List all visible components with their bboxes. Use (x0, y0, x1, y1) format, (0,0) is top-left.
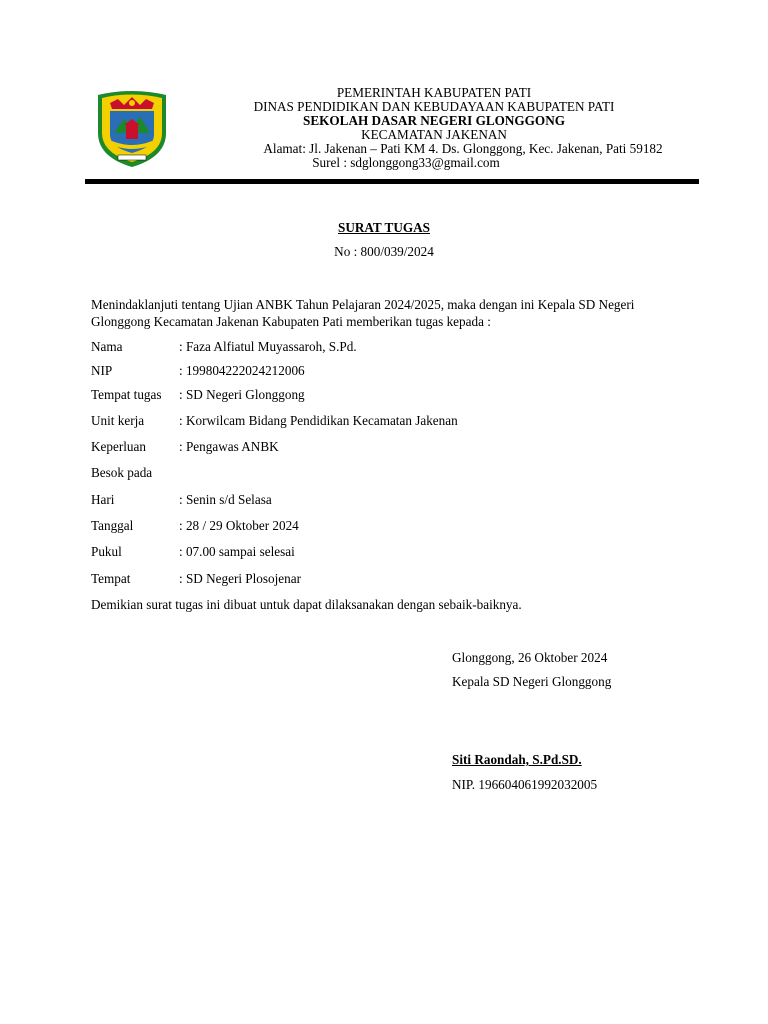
field-value: : Senin s/d Selasa (179, 492, 272, 507)
signature-place-date: Glonggong, 26 Oktober 2024 (452, 650, 608, 665)
field-label: Tempat tugas (91, 387, 162, 402)
field-label: Tempat (91, 571, 131, 586)
letterhead-divider (85, 179, 699, 184)
field-value: : Faza Alfiatul Muyassaroh, S.Pd. (179, 339, 357, 354)
field-label: Pukul (91, 544, 122, 559)
letterhead-email: Surel : sdglonggong33@gmail.com (312, 155, 500, 170)
signature-name: Siti Raondah, S.Pd.SD. (452, 752, 582, 767)
letter-number: No : 800/039/2024 (334, 244, 434, 259)
signature-nip: NIP. 196604061992032005 (452, 777, 598, 792)
field-label: Hari (91, 492, 115, 507)
field-value: : Pengawas ANBK (179, 439, 279, 454)
field-hari (91, 492, 272, 508)
letterhead (170, 86, 698, 170)
field-pukul (91, 544, 295, 560)
letterhead-department: DINAS PENDIDIKAN DAN KEBUDAYAAN KABUPATEN PATI (253, 99, 615, 114)
letter-title: SURAT TUGAS (338, 220, 430, 235)
field-value: : 199804222024212006 (179, 363, 305, 378)
besok-pada-label: Besok pada (91, 465, 153, 480)
field-nama (91, 339, 357, 355)
letter-intro: Menindaklanjuti tentang Ujian ANBK Tahun Pelajaran 2024/2025, maka dengan ini Kepala SD Negeri Glonggong Kecamatan Jakenan Kabupaten Pati memberikan tugas kepada : (91, 297, 635, 329)
letterhead-district: KECAMATAN JAKENAN (361, 127, 507, 142)
field-value: : SD Negeri Plosojenar (179, 571, 301, 586)
field-tempat-tugas (91, 387, 305, 403)
letterhead-school-name: SEKOLAH DASAR NEGERI GLONGGONG (303, 113, 565, 128)
signature-position: Kepala SD Negeri Glonggong (452, 674, 612, 689)
field-value: : 28 / 29 Oktober 2024 (179, 518, 299, 533)
field-label: Keperluan (91, 439, 146, 454)
field-tanggal (91, 518, 299, 534)
field-value: : Korwilcam Bidang Pendidikan Kecamatan Jakenan (179, 413, 458, 428)
field-label: NIP (91, 363, 113, 378)
field-label: Nama (91, 339, 123, 354)
letterhead-government: PEMERINTAH KABUPATEN PATI (336, 85, 532, 100)
field-tempat (91, 571, 301, 587)
field-keperluan (91, 439, 279, 455)
field-unit-kerja (91, 413, 458, 429)
field-label: Tanggal (91, 518, 134, 533)
letter-closing: Demikian surat tugas ini dibuat untuk dapat dilaksanakan dengan sebaik-baiknya. (91, 597, 522, 612)
field-value: : 07.00 sampai selesai (179, 544, 295, 559)
field-value: : SD Negeri Glonggong (179, 387, 305, 402)
field-nip (91, 363, 305, 379)
letterhead-address: Alamat: Jl. Jakenan – Pati KM 4. Ds. Glonggong, Kec. Jakenan, Pati 59182 (263, 141, 663, 156)
field-label: Unit kerja (91, 413, 145, 428)
